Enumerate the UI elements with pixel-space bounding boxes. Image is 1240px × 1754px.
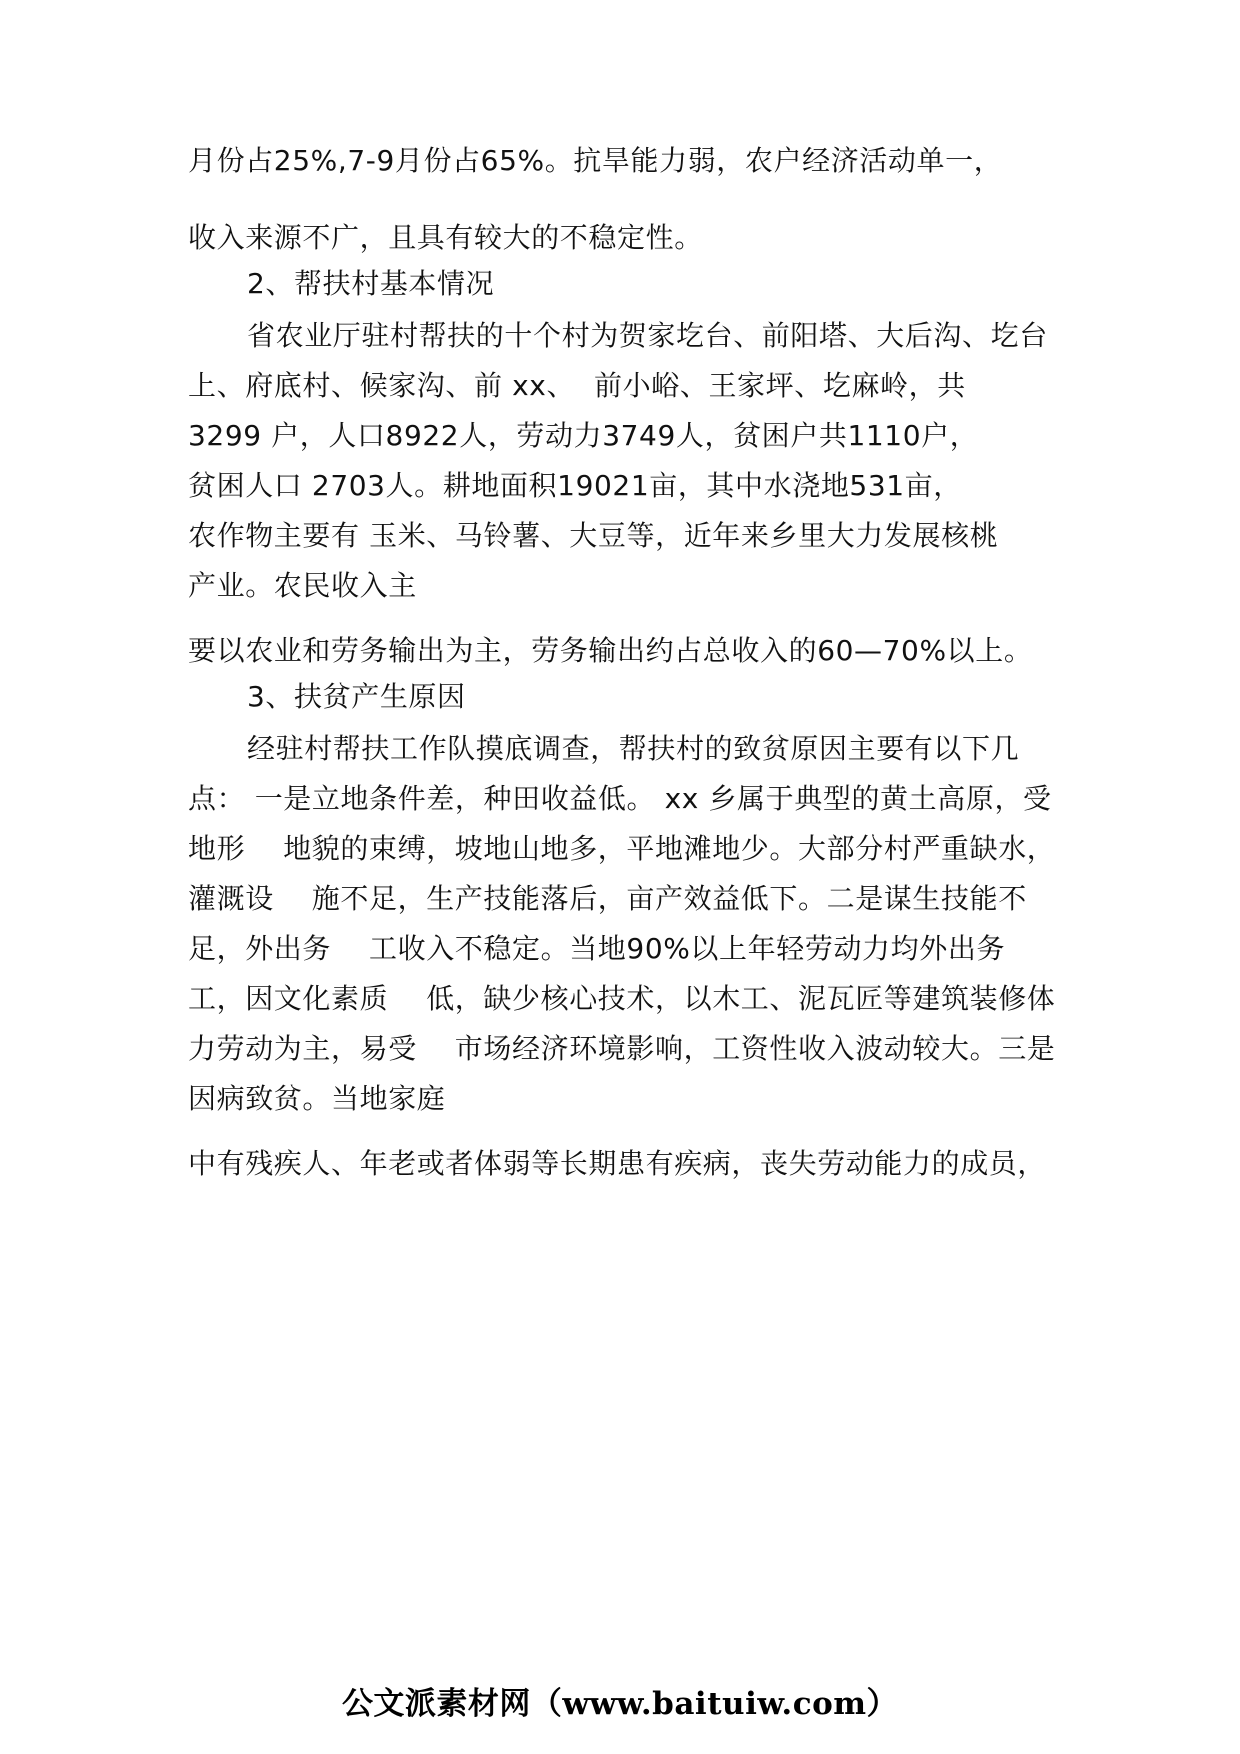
- body-line: 点： 一是立地条件差，种田收益低。 xx 乡属于典型的黄土高原，受: [188, 782, 1052, 815]
- body-line: 足，外出务 工收入不稳定。当地90%以上年轻劳动力均外出务: [188, 932, 1006, 965]
- body-line: 产业。农民收入主: [188, 569, 417, 602]
- body-line: 因病致贫。当地家庭: [188, 1082, 446, 1115]
- body-line: 中有残疾人、年老或者体弱等长期患有疾病，丧失劳动能力的成员，: [188, 1147, 1047, 1180]
- body-line: 收入来源不广，且具有较大的不稳定性。: [188, 221, 703, 254]
- footer-watermark: 公文派素材网（www.baituiw.com）: [341, 1686, 899, 1722]
- body-line: 灌溉设 施不足，生产技能落后，亩产效益低下。二是谋生技能不: [188, 882, 1027, 915]
- section-heading: 3、扶贫产生原因: [247, 680, 466, 713]
- body-line: 要以农业和劳务输出为主，劳务输出约占总收入的60—70%以上。: [188, 634, 1033, 667]
- paragraph-first-line: 经驻村帮扶工作队摸底调查，帮扶村的致贫原因主要有以下几: [247, 732, 1020, 765]
- body-line: 力劳动为主，易受 市场经济环境影响，工资性收入波动较大。三是: [188, 1032, 1056, 1065]
- body-line: 农作物主要有 玉米、马铃薯、大豆等，近年来乡里大力发展核桃: [188, 519, 999, 552]
- paragraph-first-line: 省农业厅驻村帮扶的十个村为贺家圪台、前阳塔、大后沟、圪台: [247, 319, 1048, 352]
- section-heading: 2、帮扶村基本情况: [247, 267, 495, 300]
- body-line: 上、府底村、候家沟、前 xx、 前小峪、王家坪、圪麻岭，共: [188, 369, 966, 402]
- body-line: 3299 户，人口8922人，劳动力3749人，贫困户共1110户，: [188, 419, 979, 452]
- body-line: 贫困人口 2703人。耕地面积19021亩，其中水浇地531亩，: [188, 469, 962, 502]
- body-line: 月份占25%,7-9月份占65%。抗旱能力弱，农户经济活动单一，: [188, 144, 1003, 177]
- body-line: 地形 地貌的束缚，坡地山地多，平地滩地少。大部分村严重缺水，: [188, 832, 1056, 865]
- body-line: 工，因文化素质 低，缺少核心技术，以木工、泥瓦匠等建筑装修体: [188, 982, 1056, 1015]
